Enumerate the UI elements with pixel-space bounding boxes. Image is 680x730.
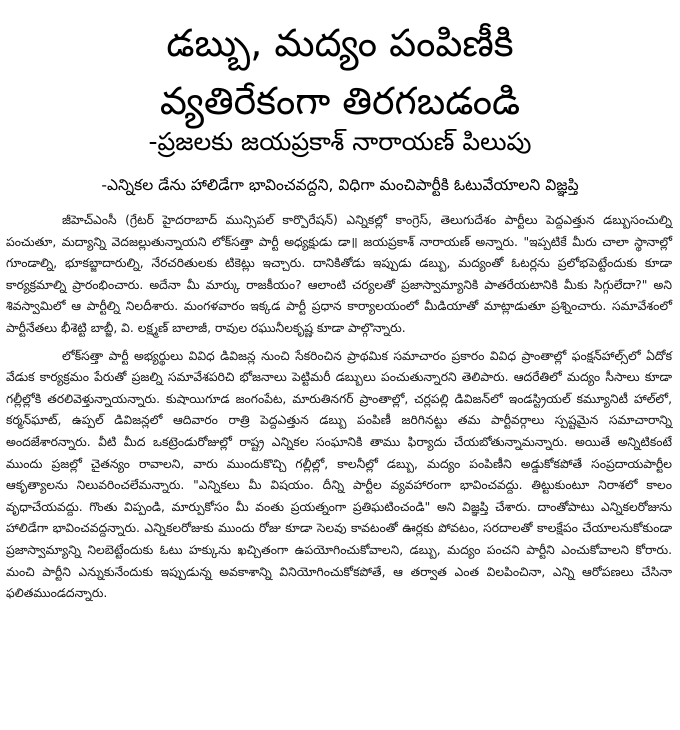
headline-line-2: వ్యతిరేకంగా తిరగబడండి <box>159 79 521 123</box>
headline-line-1: డబ్బు, మద్యం పంపిణీకి <box>166 21 514 65</box>
article-paragraph-1: జీహెచ్ఎంసీ (గ్రేటర్ హైదరాబాద్ మున్సిపల్ కార్పొరేషన్) ఎన్నికల్లో కాంగ్రెస్, తెలుగుదేశం పార్టీలు పెద్దఎత్తున డబ్బుసంచుల్ని పంచుతూ, మద్యాన్ని వెదజల్లుతున్నాయని లోక్‌సత్తా పార్టీ అధ్యక్షుడు డా॥ జయప్రకాశ్ నారాయణ్ అన్నారు. "ఇప్పటికే మీరు చాలా స్థానాల్లో గూండాల్ని, భూకబ్జాదారుల్ని, నేరచరితులకు టికెట్లు ఇచ్చారు. దానికితోడు ఇప్పుడు డబ్బు, మద్యంతో ఓటర్లను ప్రలోభపెట్టేందుకు కూడా కార్యక్రమాల్ని ప్రారంభించారు. అదేనా మీ మార్కు రాజకీయం? ఆలాంటి చర్యలతో ప్రజాస్వామ్యానికి పాతరేయటానికి మీకు సిగ్గులేదా?" అని శివస్వామిలో ఆ పార్టీల్ని నిలదీశారు. మంగళవారం ఇక్కడ పార్టీ ప్రధాన కార్యాలయంలో మీడియాతో మాట్లాడుతూ ప్రశ్నించారు. సమావేశంలో పార్టీనేతలు భీశెట్టి బాబ్జీ, వి. లక్ష్మణ్ బాలాజీ, రావుల రఘునీలకృష్ణ కూడా పాల్గొన్నారు. <box>6 213 672 335</box>
article-paragraph-2: లోక్‌సత్తా పార్టీ అభ్యర్థులు వివిధ డివిజన్ల నుంచి సేకరించిన ప్రాథమిక సమాచారం ప్రకారం వివిధ ప్రాంతాల్లో ఫంక్షన్‌హాల్స్‌లో ఏదోక వేడుక కార్యక్రమం పేరుతో ప్రజల్ని సమావేశపరిచి భోజనాలు పెట్టిమరీ డబ్బులు పంచుతున్నారని తెలిపారు. ఆదరేతిలో మద్యం సీసాలు కూడా గల్లీల్లోకి తరలివెళ్తున్నాయన్నారు. కుషాయిగూడ జంగంపేట, మారుతినగర్ ప్రాంతాల్లో, చర్లపల్లి డివిజన్‌లో ఇండస్ట్రియల్ కమ్యూనిటీ హాల్‌లో, కర్మన్‌ఘాట్, ఉప్పల్ డివిజన్లలో ఆదివారం రాత్రి పెద్దఎత్తున డబ్బు పంపిణీ జరిగినట్టు తమ పార్టీవర్గాలు స్పష్టమైన సమాచారాన్ని అందజేశారన్నారు. వీటి మీద ఒకట్రెండురోజుల్లో రాష్ట్ర ఎన్నికల సంఘానికి తాము ఫిర్యాదు చేయబోతున్నామన్నారు. అయితే అన్నిటికంటే ముందు ప్రజల్లో చైతన్యం రావాలని, వారు ముందుకొచ్చి గల్లీల్లో, కాలనీల్లో డబ్బు, మద్యం పంపిణీని అడ్డుకోకపోతే సంప్రదాయపార్టీల ఆకృత్యాలను నిలువరించలేమన్నారు. "ఎన్నికలు మీ విషయం. దీన్ని పార్టీల వ్యవహారంగా భావించవద్దు. తిట్టుకుంటూ నిరాశలో కాలం వృధాచేయవద్దు. గొంతు విప్పండి, మార్పుకోసం మీ వంతు ప్రయత్నంగా ప్రతిఘటించండి" అని విజ్ఞప్తి చేశారు. దాంతోపాటు ఎన్నికలరోజును హాలిడేగా భావించవద్దన్నారు. ఎన్నికలరోజుకు ముందు రోజు కూడా సెలవు కావటంతో ఊర్లకు పోవటం, సరదాలతో కాలక్షేపం చేయాలనుకోకుండా ప్రజాస్వామ్యాన్ని నిలబెట్టేందుకు ఓటు హక్కును ఖచ్చితంగా ఉపయోగించుకోవాలని, డబ్బు, మద్యం పంచని పార్టీని ఎంచుకోవాలని కోరారు. మంచి పార్టీని ఎన్నుకునేందుకు ఇప్పుడున్న అవకాశాన్ని వినియోగించుకోకపోతే, ఆ తర్వాత ఎంత విలపించినా, ఎన్ని ఆరోపణలు చేసినా ఫలితముండదన్నారు. <box>6 348 672 601</box>
deck-summary: -ఎన్నికల డేను హాలిడేగా భావించవద్దని, విధిగా మంచిపార్టీకి ఓటువేయాలని విజ్ఞప్తి <box>101 176 579 194</box>
subheadline: -ప్రజలకు జయప్రకాశ్ నారాయణ్ పిలుపు <box>148 127 532 156</box>
article-body <box>6 210 672 605</box>
